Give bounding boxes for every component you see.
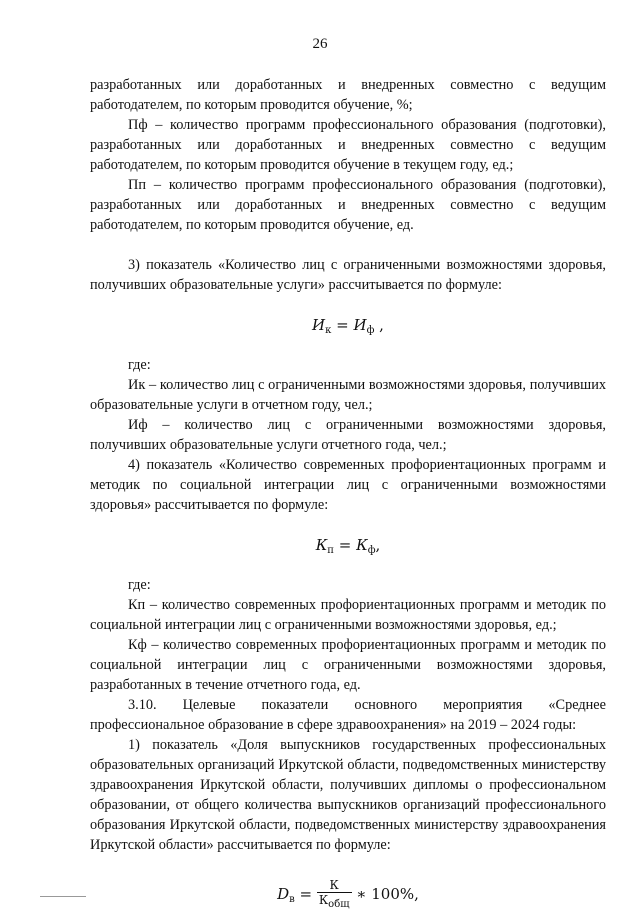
where-label: где: [128,357,151,373]
fraction: $\frac{К}{К_{общ}}$ [318,878,350,910]
section-3-10-paragraph: 3.10. Целевые показатели основного мероприятия «Среднее профессиональное образование в сфере здравоохранения» на 2019 – 2024 годы: [90,697,606,733]
indicator-1-paragraph: 1) показатель «Доля выпускников государственных профессиональных образовательных организаций Иркутской области, подведомственных министерству здравоохранения Иркутской области, получивших дипломы о профессиональном образовании, от общего количества выпускников организаций профессионального образования Иркутской области, подведомственных министерству здравоохранения Иркутской области» рассчитывается по формуле: [90,737,606,853]
definition-pp: Пп – количество программ профессионального образования (подготовки), разработанных или доработанных и внедренных совместно с ведущим работодателем, по которым проводится обучение, ед. [90,177,606,233]
document-body [90,75,606,913]
definition-pf: Пф – количество программ профессионального образования (подготовки), разработанных или доработанных и внедренных совместно с ведущим работодателем, по которым проводится обучение в текущем году, ед.; [90,117,606,173]
paragraph: разработанных или доработанных и внедренных совместно с ведущим работодателем, по которым проводится обучение, %; [90,77,606,113]
indicator-4-paragraph: 4) показатель «Количество современных профориентационных программ и методик по социальной интеграции лиц с ограниченными возможностями здоровья» рассчитывается по формуле: [90,457,606,513]
formula-ik: $И_к = И_ф$ , [312,316,384,336]
footer-rule [40,896,86,897]
formula-dv: $D_в$ = $\frac{К}{К_{общ}}$ ∗ 100%, [277,878,419,910]
formula-kp: $К_п = К_ф$, [315,536,381,556]
definition-kp: Кп – количество современных профориентационных программ и методик по социальной интеграции лиц с ограниченными возможностями здоровья, ед.; [90,597,606,633]
where-label: где: [128,577,151,593]
definition-kf: Кф – количество современных профориентационных программ и методик по социальной интеграции лиц с ограниченными возможностями здоровья, разработанных в течение отчетного года, ед. [90,637,606,693]
definition-ik: Ик – количество лиц с ограниченными возможностями здоровья, получивших образовательные услуги в отчетном году, чел.; [90,377,606,413]
definition-if: Иф – количество лиц с ограниченными возможностями здоровья, получивших образовательные услуги отчетного года, чел.; [90,417,606,453]
page-number: 26 [312,36,328,52]
indicator-3-paragraph: 3) показатель «Количество лиц с ограниченными возможностями здоровья, получивших образовательные услуги» рассчитывается по формуле: [90,257,606,293]
